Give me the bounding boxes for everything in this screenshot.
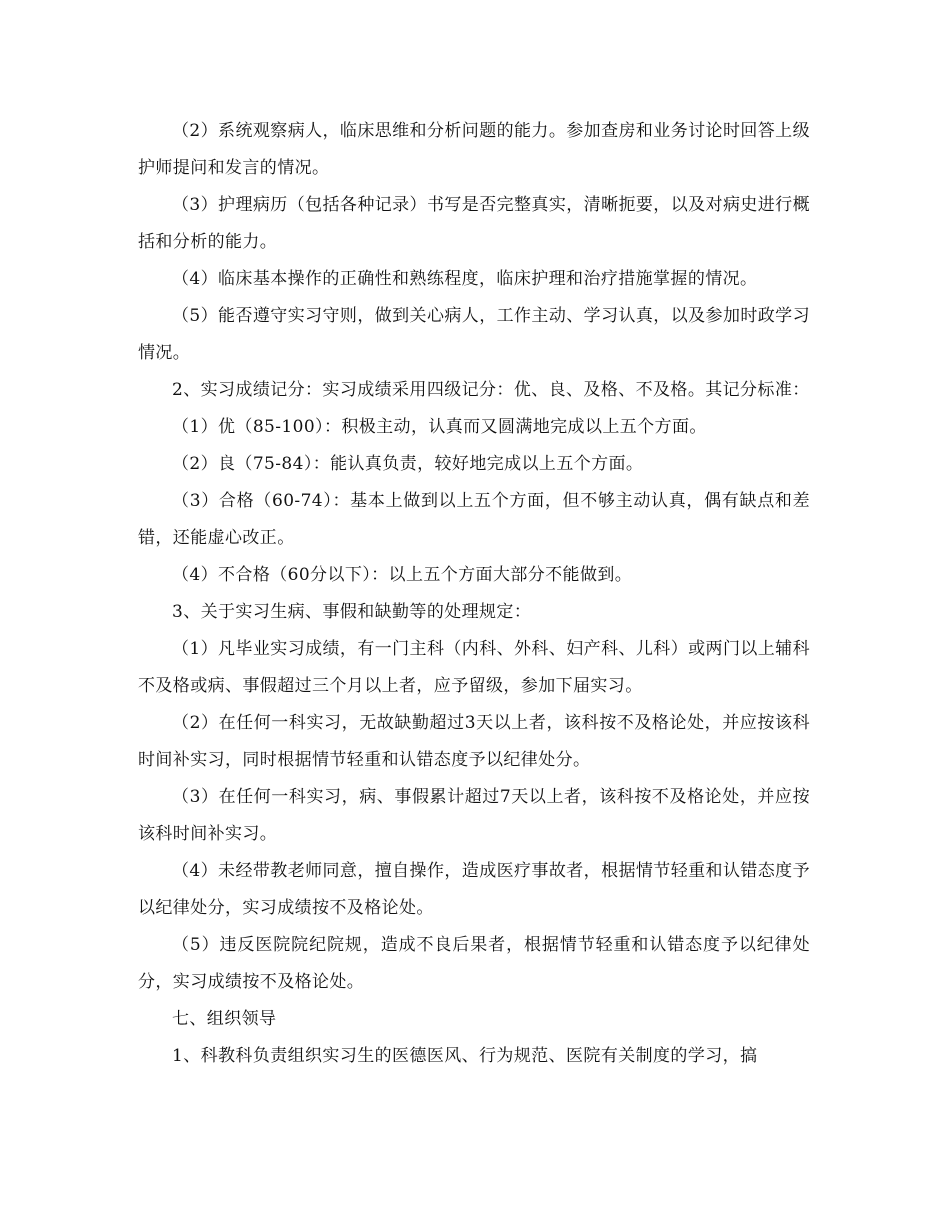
document-body (138, 113, 810, 1075)
paragraph-evaluation-item-4: （4）临床基本操作的正确性和熟练程度，临床护理和治疗措施掌握的情况。 (172, 269, 758, 289)
paragraph-evaluation-item-5: （5）能否遵守实习守则，做到关心病人，工作主动、学习认真，以及参加时政学习情况。 (138, 306, 810, 363)
paragraph-organization-1: 1、科教科负责组织实习生的医德医风、行为规范、医院有关制度的学习，搞 (172, 1046, 758, 1066)
section-heading-organization: 七、组织领导 (172, 1009, 277, 1029)
paragraph-leave-rule-5: （5）违反医院院纪院规，造成不良后果者，根据情节轻重和认错态度予以纪律处分，实习成绩按不及格论处。 (138, 935, 810, 992)
paragraph-leave-rule-1: （1）凡毕业实习成绩，有一门主科（内科、外科、妇产科、儿科）或两门以上辅科不及格或病、事假超过三个月以上者，应予留级，参加下届实习。 (138, 639, 810, 696)
paragraph-grading-heading: 2、实习成绩记分：实习成绩采用四级记分：优、良、及格、不及格。其记分标准： (172, 380, 810, 400)
paragraph-grade-excellent: （1）优（85-100）：积极主动，认真而又圆满地完成以上五个方面。 (172, 417, 707, 437)
paragraph-grade-pass: （3）合格（60-74）：基本上做到以上五个方面，但不够主动认真，偶有缺点和差错，还能虚心改正。 (138, 491, 810, 548)
paragraph-leave-rule-3: （3）在任何一科实习，病、事假累计超过7天以上者，该科按不及格论处，并应按该科时间补实习。 (138, 787, 810, 844)
paragraph-leave-rule-4: （4）未经带教老师同意，擅自操作，造成医疗事故者，根据情节轻重和认错态度予以纪律处分，实习成绩按不及格论处。 (138, 861, 810, 918)
paragraph-leave-rule-2: （2）在任何一科实习，无故缺勤超过3天以上者，该科按不及格论处，并应按该科时间补实习，同时根据情节轻重和认错态度予以纪律处分。 (138, 713, 810, 770)
paragraph-evaluation-item-3: （3）护理病历（包括各种记录）书写是否完整真实，清晰扼要，以及对病史进行概括和分析的能力。 (138, 195, 810, 252)
paragraph-grade-fail: （4）不合格（60分以下）：以上五个方面大部分不能做到。 (172, 565, 633, 585)
paragraph-grade-good: （2）良（75-84）：能认真负责，较好地完成以上五个方面。 (172, 454, 644, 474)
paragraph-leave-rules-heading: 3、关于实习生病、事假和缺勤等的处理规定： (172, 602, 532, 622)
paragraph-evaluation-item-2: （2）系统观察病人，临床思维和分析问题的能力。参加查房和业务讨论时回答上级护师提问和发言的情况。 (138, 121, 810, 178)
